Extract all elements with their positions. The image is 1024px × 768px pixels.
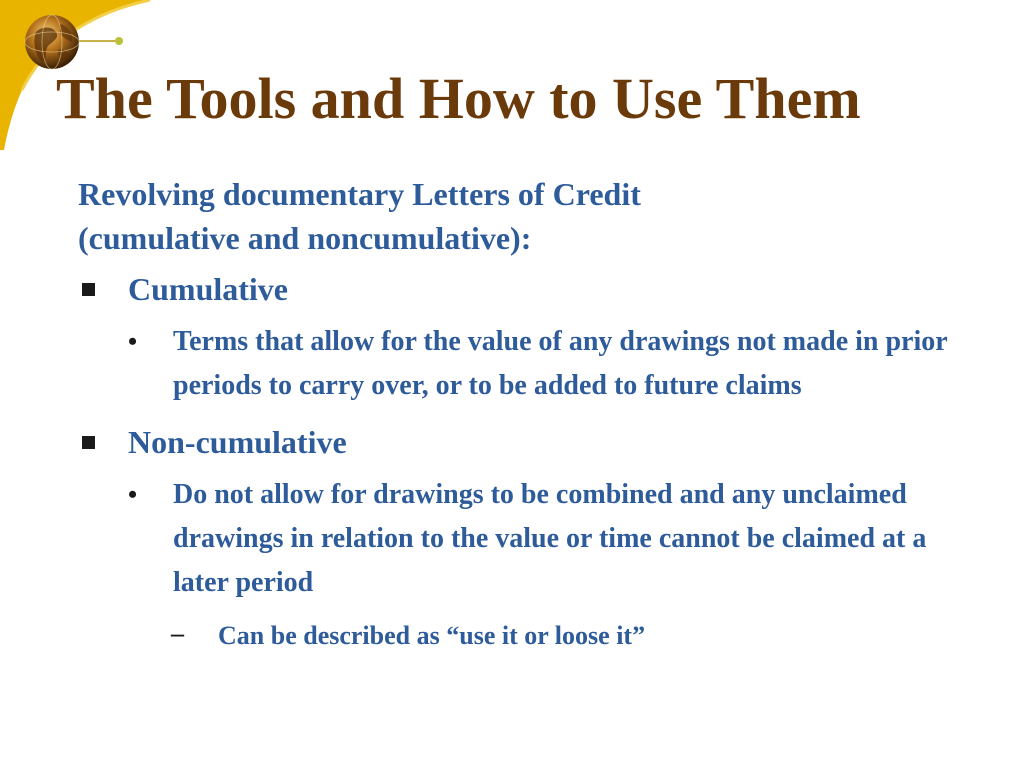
bullet-item-non-cumulative [78,422,988,462]
slide-title: The Tools and How to Use Them [56,66,861,131]
intro-line-1: Revolving documentary Letters of Credit [78,176,641,212]
bullet-label: Non-cumulative [128,424,347,460]
sub-sub-bullet-item [78,617,988,655]
round-bullet-icon: • [128,480,138,509]
round-bullet-icon: • [128,327,138,356]
sub-bullet-item [78,320,988,408]
dash-bullet-icon: – [171,619,184,648]
sub-bullet-text: Do not allow for drawings to be combined and any unclaimed drawings in relation to the value or time cannot be claimed at a later period [173,479,927,598]
intro-line-2: (cumulative and noncumulative): [78,220,532,256]
sub-sub-bullet-text: Can be described as “use it or loose it” [218,621,646,650]
slide-body [78,172,988,655]
sub-bullet-item [78,473,988,605]
intro-heading [78,172,988,260]
square-bullet-icon [82,436,95,449]
square-bullet-icon [82,283,95,296]
sub-bullet-text: Terms that allow for the value of any drawings not made in prior periods to carry over, or to be added to future claims [173,326,948,401]
bullet-item-cumulative [78,269,988,309]
globe-icon [22,12,152,72]
bullet-label: Cumulative [128,271,288,307]
